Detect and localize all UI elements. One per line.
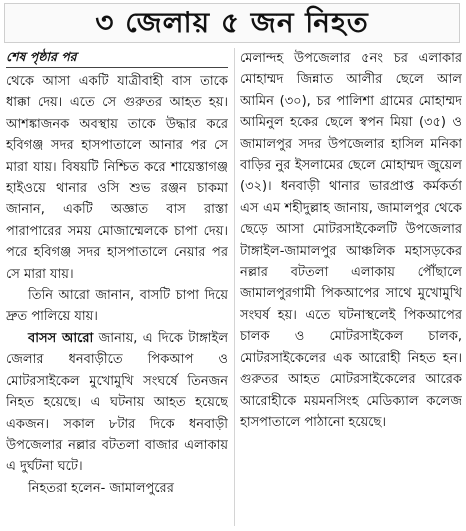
paragraph-2: তিনি আরো জানান, বাসটি চাপা দিয়ে দ্রুত পালিয়ে যায়। <box>6 288 228 325</box>
headline: ৩ জেলায় ৫ জন নিহত <box>95 6 369 39</box>
left-column <box>6 48 228 526</box>
paragraph-1: থেকে আসা একটি যাত্রীবাহী বাস তাকে ধাক্কা দেয়। এতে সে গুরুতর আহত হয়। আশঙ্কাজনক অবস্থায় তাকে উদ্ধার করে হবিগঞ্জ সদর হাসপাতালে আনার পর সে মারা যায়। বিষয়টি নিশ্চিত করে শায়েস্তাগঞ্জ হাইওয়ে থানার ওসি শুভ রঞ্জন চাকমা জানান, একটি অজ্ঞাত বাস রাস্তা পারাপারের সময় মোজাম্মেলকে চাপা দেয়। পরে হবিগঞ্জ সদর হাসপাতালে নেয়ার পর সে মারা যায়। <box>6 74 228 282</box>
column-divider <box>234 48 235 526</box>
paragraph-3-text: জানায়, এ দিকে টাঙ্গাইল জেলার ধনবাড়ীতে পিকআপ ও মোটরসাইকেল মুখোমুখি সংঘর্ষে তিনজন নিহত হয়েছে। এ ঘটনায় আহত হয়েছে একজন। সকাল ৮টার দিকে ধনবাড়ী উপজেলার নল্লার বটতলা বাজার এলাকায় এ দুর্ঘটনা ঘটে। <box>6 330 228 475</box>
right-column <box>240 48 462 526</box>
continuation-label: শেষ পৃষ্ঠার পর <box>6 48 228 68</box>
article-body <box>6 48 462 526</box>
headline-banner <box>4 3 460 43</box>
paragraph-5: মেলান্দহ উপজেলার ৫নং চর এলাকার মোহাম্মদ জিন্নাত আলীর ছেলে আল আমিন (৩০), চর পালিশা গ্রামের মোহাম্মদ আমিনুল হকের ছেলে স্বপন মিয়া (৩৫) ও জামালপুর সদর উপজেলার হাসিল মনিকা বাড়ির নুর ইসলামের ছেলে মোহাম্মদ জুয়েল (৩২)। ধনবাড়ী থানার ভারপ্রাপ্ত কর্মকর্তা এস এম শহীদুল্লাহ জানায়, জামালপুর থেকে ছেড়ে আসা মোটরসাইকেলটি উপজেলার টাঙ্গাইল-জামালপুর আঞ্চলিক মহাসড়কের নল্লার বটতলা এলাকায় পৌঁছালে জামালপুরগামী পিকআপের সাথে মুখোমুখি সংঘর্ষ হয়। এতে ঘটনাস্থলেই পিকআপের চালক ও মোটরসাইকেল চালক, মোটরসাইকেলের এক আরোহী নিহত হন। গুরুতর আহত মোটরসাইকেলের আরেক আরোহীকে ময়মনসিংহ মেডিক্যাল কলেজ হাসপাতালে পাঠানো হয়েছে। <box>240 51 462 430</box>
dateline: বাসস আরো <box>28 330 94 346</box>
paragraph-3 <box>6 328 228 478</box>
paragraph-4: নিহতরা হলেন- জামালপুরের <box>28 480 174 496</box>
